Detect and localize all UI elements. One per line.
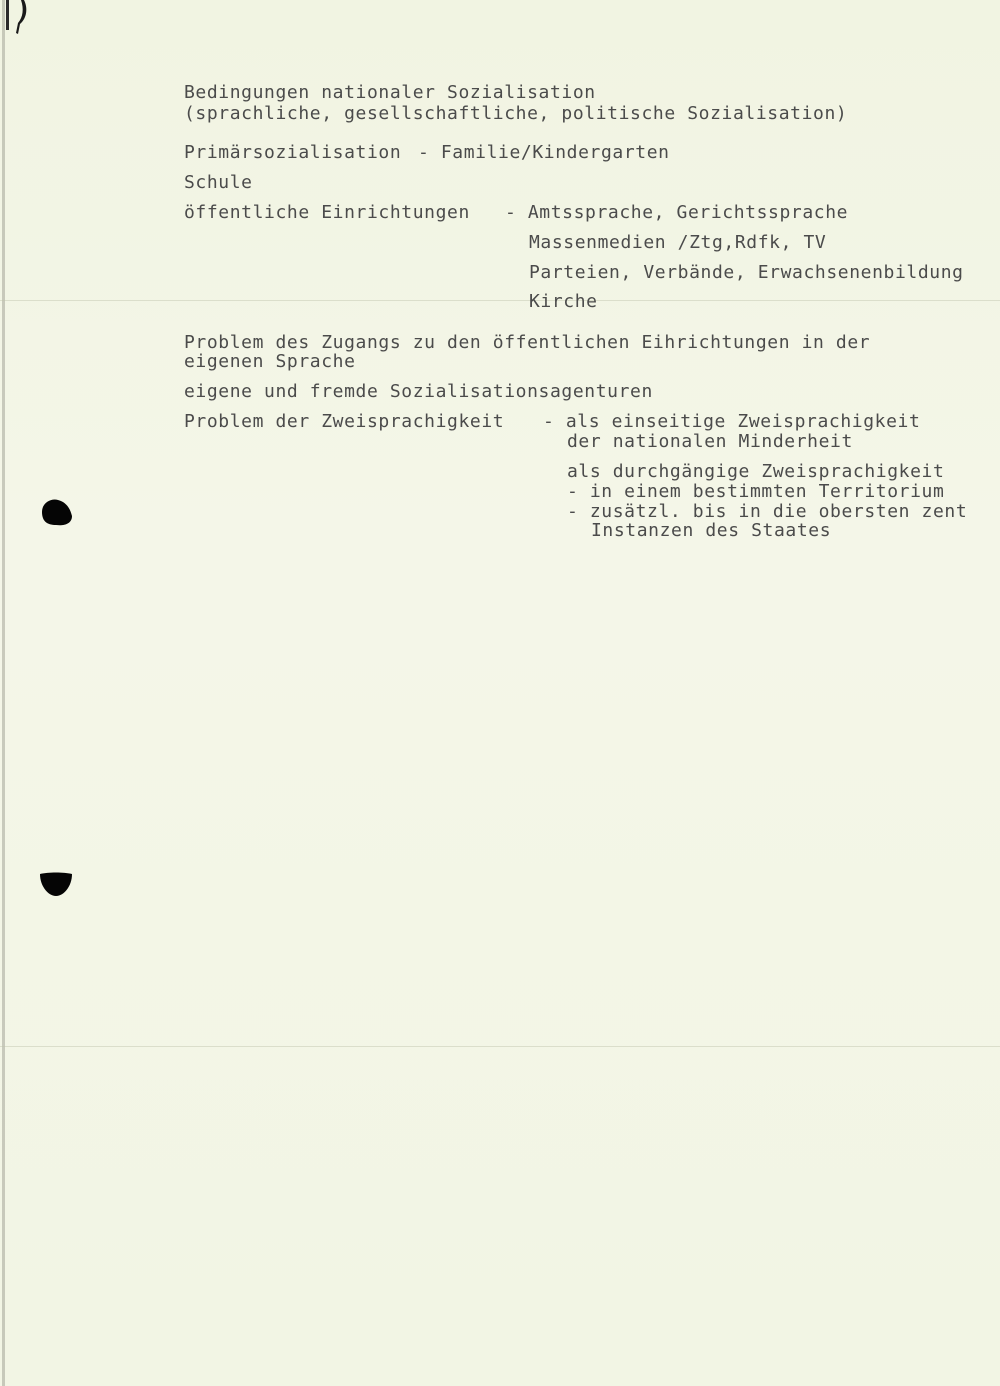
access-problem-line-2: eigenen Sprache <box>184 351 356 372</box>
public-institutions-item: - Amtssprache, Gerichtssprache <box>505 202 849 223</box>
heading-line-1: Bedingungen nationaler Sozialisation <box>184 82 596 103</box>
paper-fold-line <box>0 1046 1000 1047</box>
access-problem-line-1: Problem des Zugangs zu den öffentlichen Eihrichtungen in der <box>184 332 871 353</box>
corner-ink-mark <box>6 0 32 34</box>
one-sided-bilingualism-line-1: - als einseitige Zweisprachigkeit <box>543 411 921 432</box>
primary-socialisation-term: Primärsozialisation <box>184 142 402 163</box>
general-bilingualism-line-3: - zusätzl. bis in die obersten zent <box>567 501 968 522</box>
one-sided-bilingualism-line-2: der nationalen Minderheit <box>567 431 853 452</box>
school-item: Schule <box>184 172 253 193</box>
general-bilingualism-line-1: als durchgängige Zweisprachigkeit <box>567 461 945 482</box>
bilingualism-term: Problem der Zweisprachigkeit <box>184 411 505 432</box>
punch-hole-bottom <box>38 868 74 898</box>
public-institutions-item: Massenmedien /Ztg,Rdfk, TV <box>529 232 827 253</box>
public-institutions-item: Parteien, Verbände, Erwachsenenbildung <box>529 262 964 283</box>
agencies-line: eigene und fremde Sozialisationsagenturen <box>184 381 653 402</box>
primary-socialisation-detail: - Familie/Kindergarten <box>418 142 670 163</box>
paper-fold-line <box>0 300 1000 301</box>
general-bilingualism-line-2: - in einem bestimmten Territorium <box>567 481 945 502</box>
public-institutions-item: Kirche <box>529 291 598 312</box>
heading-line-2: (sprachliche, gesellschaftliche, politische Sozialisation) <box>184 103 848 124</box>
page-edge-shadow <box>2 0 5 1386</box>
public-institutions-term: öffentliche Einrichtungen <box>184 202 470 223</box>
general-bilingualism-line-4: Instanzen des Staates <box>591 520 832 541</box>
punch-hole-top <box>38 498 74 528</box>
